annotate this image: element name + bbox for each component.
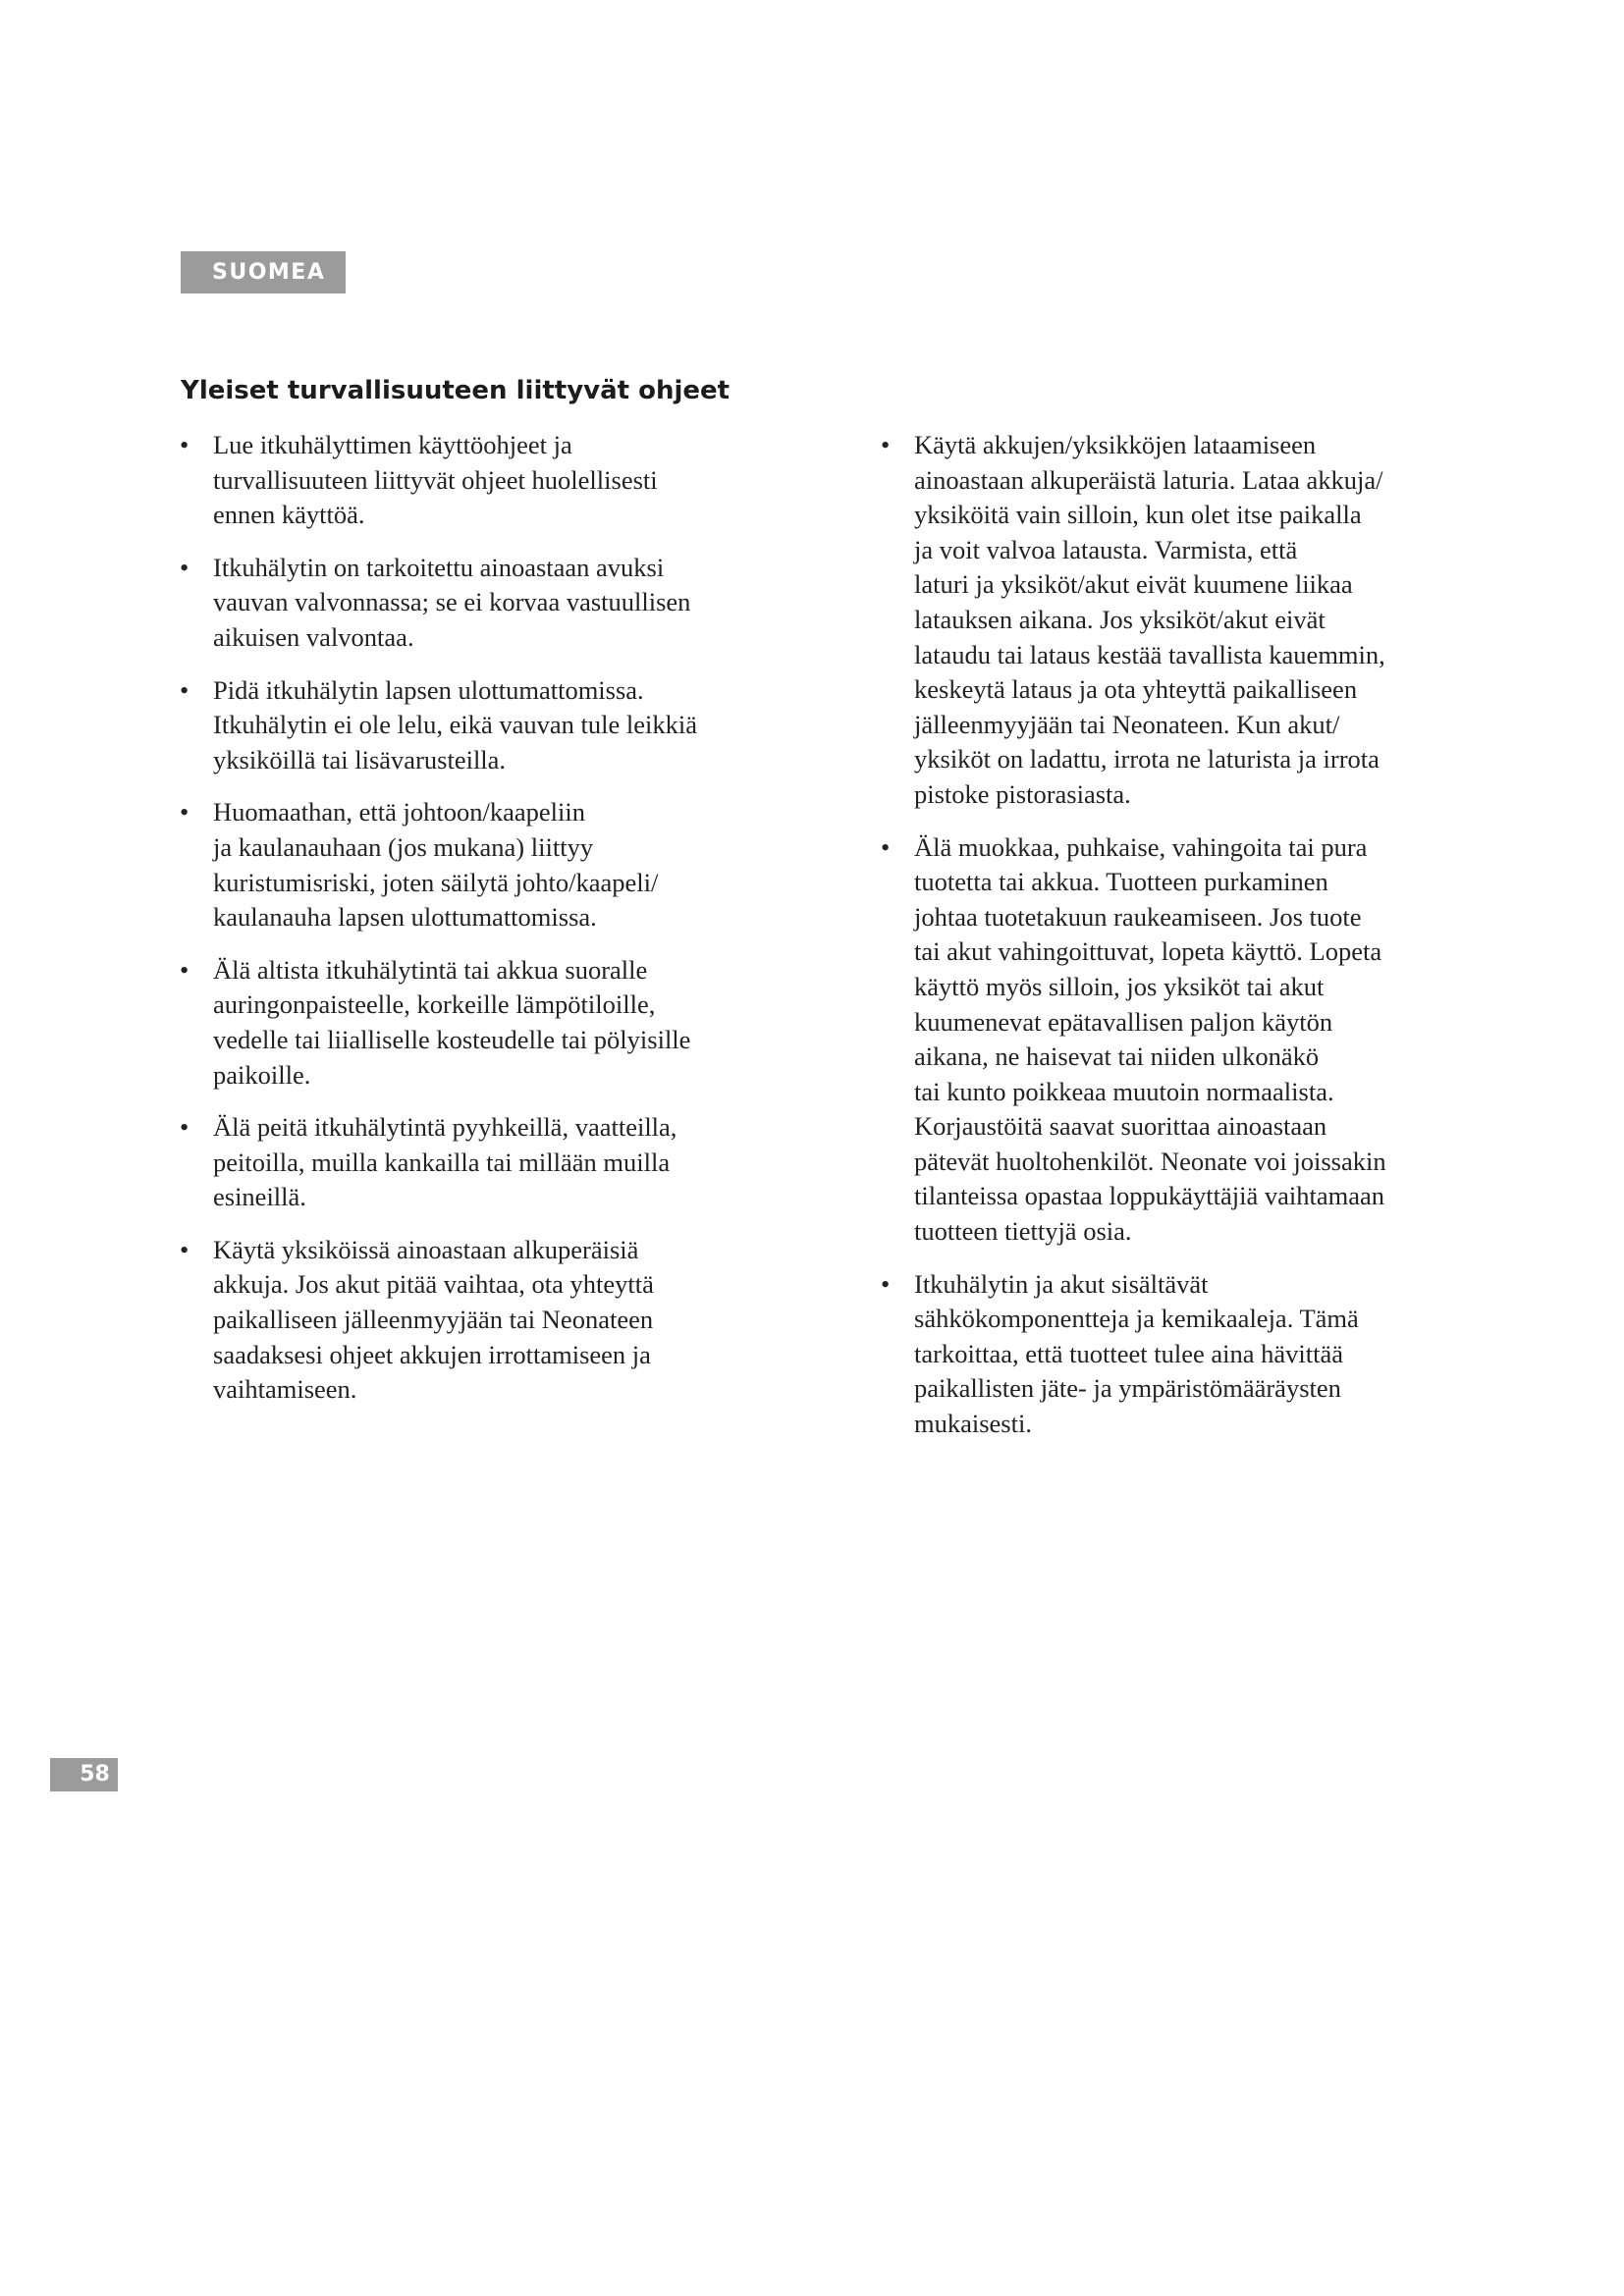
list-item: [180, 428, 769, 533]
page-number: 58: [50, 1758, 118, 1791]
list-item: [180, 1110, 769, 1215]
bullet-icon: •: [180, 430, 189, 459]
bullet-icon: •: [180, 1234, 189, 1264]
bullet-icon: •: [180, 954, 189, 985]
list-item-text: Käytä yksiköissä ainoastaan alkuperäisiä akkuja. Jos akut pitää vaihtaa, ota yhteyttä paikalliseen jälleenmyyjään tai Neonateen saadaksesi ohjeet akkujen irrottamiseen ja vaihtamiseen.: [213, 1234, 654, 1405]
list-item-text: Älä altista itkuhälytintä tai akkua suoralle auringonpaisteelle, korkeille lämpötiloille, vedelle tai liialliselle kosteudelle tai pölyisille paikoille.: [213, 954, 691, 1090]
list-item-text: Itkuhälytin ja akut sisältävät sähkökomponentteja ja kemikaaleja. Tämä tarkoittaa, että tuotteet tulee aina hävittää paikallisten jäte- ja ympäristömääräysten mukaisesti.: [914, 1268, 1359, 1439]
bullet-icon: •: [180, 1112, 189, 1143]
list-item-text: Itkuhälytin on tarkoitettu ainoastaan avuksi vauvan valvonnassa; se ei korvaa vastuullisen aikuisen valvontaa.: [213, 552, 691, 652]
list-item-text: Lue itkuhälyttimen käyttöohjeet ja turvallisuuteen liittyvät ohjeet huolellisesti ennen käyttöä.: [213, 430, 658, 530]
language-tab: SUOMEA: [181, 251, 346, 294]
list-item-text: Käytä akkujen/yksikköjen lataamiseen ainoastaan alkuperäistä laturia. Lataa akkuja/ yksiköitä vain silloin, kun olet itse paikalla ja voit valvoa latausta. Varmista, että laturi ja yksiköt/akut eivät kuumene liikaa latauksen aikana. Jos yksiköt/akut eivät lataudu tai lataus kestää tavallista kauemmin, keskeytä lataus ja ota yhteyttä paikalliseen jälleenmyyjään tai Neonateen. Kun akut/ yksiköt on ladattu, irrota ne laturista ja irrota pistoke pistorasiasta.: [914, 430, 1385, 809]
list-item-text: Pidä itkuhälytin lapsen ulottumattomissa. Itkuhälytin ei ole lelu, eikä vauvan tule leikkiä yksiköillä tai lisävarusteilla.: [213, 674, 698, 774]
list-item: [180, 953, 769, 1093]
bullet-icon: •: [881, 831, 891, 862]
list-item: [881, 1267, 1450, 1442]
list-item: [180, 673, 769, 778]
list-item-text: Älä muokkaa, puhkaise, vahingoita tai pura tuotetta tai akkua. Tuotteen purkaminen johtaa tuotetakuun raukeamiseen. Jos tuote tai akut vahingoittuvat, lopeta käyttö. Lopeta käyttö myös silloin, jos yksiköt tai akut kuumenevat epätavallisen paljon käytön aikana, ne haisevat tai niiden ulkonäkö tai kunto poikkeaa muutoin normaalista. Korjaustöitä saavat suorittaa ainoastaan pätevät huoltohenkilöt. Neonate voi joissakin tilanteissa opastaa loppukäyttäjiä vaihtamaan tuotteen tiettyjä osia.: [914, 831, 1386, 1247]
bullet-icon: •: [180, 797, 189, 828]
list-item-text: Huomaathan, että johtoon/kaapeliin ja kaulanauhaan (jos mukana) liittyy kuristumisriski, joten säilytä johto/kaapeli/ kaulanauha lapsen ulottumattomissa.: [213, 797, 659, 933]
bullet-icon: •: [881, 1268, 891, 1299]
list-item: [180, 795, 769, 934]
list-item: [180, 1233, 769, 1408]
section-heading: Yleiset turvallisuuteen liittyvät ohjeet: [181, 376, 731, 405]
right-column-list: [881, 428, 1450, 1460]
left-column-list: [180, 428, 769, 1425]
bullet-icon: •: [180, 552, 189, 582]
bullet-icon: •: [881, 430, 891, 459]
list-item: [180, 551, 769, 656]
list-item: [881, 428, 1450, 813]
list-item-text: Älä peitä itkuhälytintä pyyhkeillä, vaatteilla, peitoilla, muilla kankailla tai millään muilla esineillä.: [213, 1112, 677, 1212]
bullet-icon: •: [180, 674, 189, 705]
list-item: [881, 830, 1450, 1250]
